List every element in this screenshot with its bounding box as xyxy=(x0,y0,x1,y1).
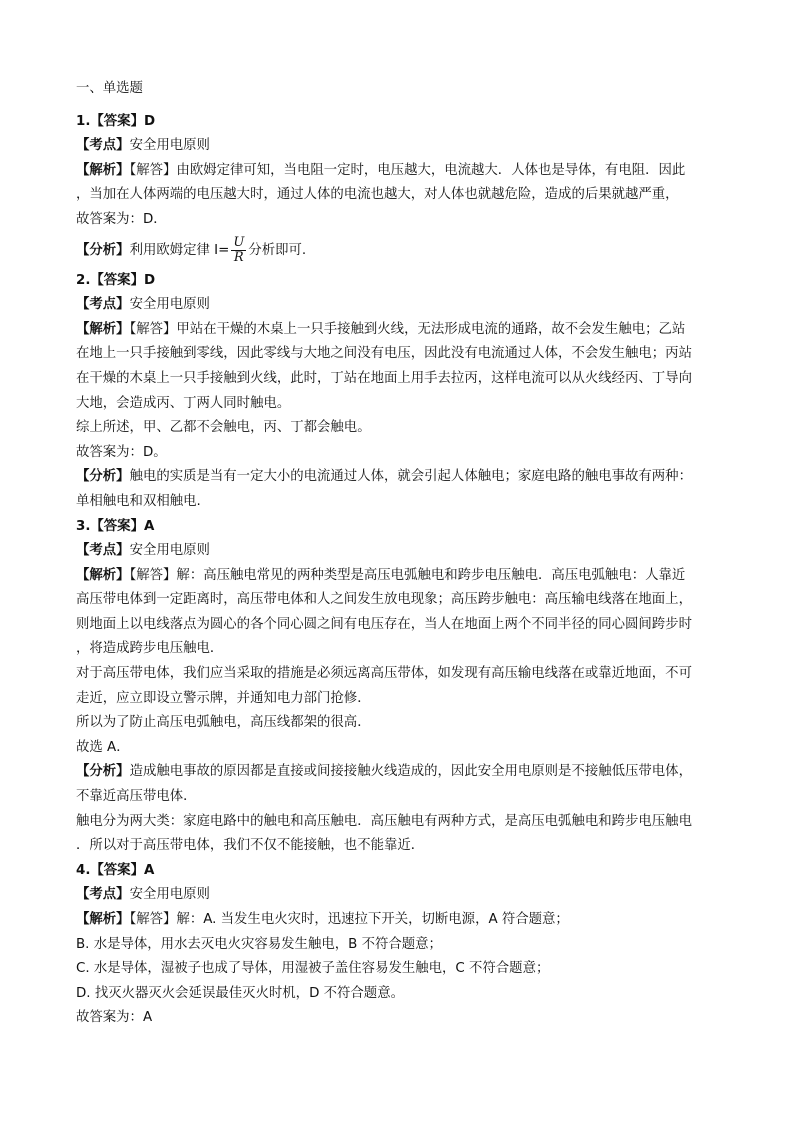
q1-answer: 1.【答案】D xyxy=(76,113,156,129)
fraction-denominator: R xyxy=(233,250,244,266)
q1-kaodian-label: 【考点】 xyxy=(76,138,130,154)
section-title: 一、单选题 xyxy=(76,81,143,96)
question-2 xyxy=(76,269,721,515)
q1-kaodian xyxy=(76,134,721,159)
q2-fenxi-label: 【分析】 xyxy=(76,469,130,485)
q2-fenxi-text-1: 触电的实质是当有一定大小的电流通过人体，就会引起人体触电；家庭电路的触电事故有两种： xyxy=(129,469,692,485)
q3-kaodian xyxy=(76,539,721,564)
q2-jiexi-label: 【解析】 xyxy=(76,321,130,337)
q4-kaodian xyxy=(76,883,721,908)
q3-jiexi-line-1 xyxy=(76,564,721,589)
question-1 xyxy=(76,110,721,269)
q3-fenxi-line-4: ．所以对于高压带电体，我们不仅不能接触，也不能靠近． xyxy=(76,838,425,854)
document-content xyxy=(76,77,721,1031)
q3-jiexi-line-8: 故选 A． xyxy=(76,739,130,755)
q3-jiexi-line-4: ，将造成跨步电压触电． xyxy=(76,641,224,657)
q3-jiexi-line-2: 高压带电体到一定距离时，高压带电体和人之间发生放电现象；高压跨步触电：高压输电线落在地面上， xyxy=(76,592,692,608)
q2-answer: 2.【答案】D xyxy=(76,272,156,288)
ohm-law-fraction xyxy=(231,236,246,265)
q3-kaodian-text: 安全用电原则 xyxy=(129,543,210,559)
q4-jiexi-line-4: D. 找灭火器灭火会延误最佳灭火时机，D 不符合题意。 xyxy=(76,985,404,1001)
q3-fenxi-text-1: 造成触电事故的原因都是直接或间接接触火线造成的，因此安全用电原则是不接触低压带电体， xyxy=(129,764,692,780)
fraction-numerator: U xyxy=(233,235,245,251)
q2-jiexi-line-2: 在地上一只手接触到零线，因此零线与大地之间没有电压，因此没有电流通过人体，不会发生触电；丙站 xyxy=(76,346,692,362)
q4-jiexi-line-2: B. 水是导体，用水去灭电火灾容易发生触电，B 不符合题意； xyxy=(76,936,442,952)
q3-answer: 3.【答案】A xyxy=(76,518,155,534)
q3-jiexi-line-6: 走近，应立即设立警示牌，并通知电力部门抢修． xyxy=(76,690,371,706)
q3-kaodian-label: 【考点】 xyxy=(76,543,130,559)
q3-jiexi-line-7: 所以为了防止高压电弧触电，高压线都架的很高． xyxy=(76,715,371,731)
q1-kaodian-text: 安全用电原则 xyxy=(129,138,210,154)
q4-answer: 4.【答案】A xyxy=(76,862,155,878)
q4-jiexi-line-1 xyxy=(76,908,721,933)
q2-jiexi-line-3: 在干燥的木桌上一只手接触到火线，此时，丁站在地面上用手去拉丙，这样电流可以从火线经丙、丁导向 xyxy=(76,370,692,386)
q4-jiexi-line-3: C. 水是导体，湿被子也成了导体，用湿被子盖住容易发生触电，C 不符合题意； xyxy=(76,961,550,977)
q2-jiexi-text-1: 【解答】甲站在干燥的木桌上一只手接触到火线，无法形成电流的通路，故不会发生触电；乙站 xyxy=(129,321,686,337)
q3-fenxi-label: 【分析】 xyxy=(76,764,130,780)
q1-fenxi-post: 分析即可. xyxy=(248,242,307,258)
q4-kaodian-text: 安全用电原则 xyxy=(129,887,210,903)
q3-jiexi-line-5: 对于高压带电体，我们应当采取的措施是必须远离高压带体，如发现有高压输电线落在或靠近地面，不可 xyxy=(76,666,692,682)
question-3 xyxy=(76,515,721,859)
q1-jiexi-line-1 xyxy=(76,159,721,184)
q4-kaodian-label: 【考点】 xyxy=(76,887,130,903)
question-4 xyxy=(76,859,721,1031)
q2-kaodian-label: 【考点】 xyxy=(76,297,130,313)
q1-fenxi-label: 【分析】 xyxy=(76,242,130,258)
q1-jiexi-label: 【解析】 xyxy=(76,162,130,178)
q3-jiexi-label: 【解析】 xyxy=(76,567,130,583)
q2-kaodian-text: 安全用电原则 xyxy=(129,297,210,313)
q1-jiexi-line-3: 故答案为：D． xyxy=(76,211,167,227)
q2-fenxi-line-1 xyxy=(76,465,721,490)
q3-jiexi-line-3: 则地面上以电线落点为圆心的各个同心圆之间有电压存在，当人在地面上两个不同半径的同心圆间跨步时 xyxy=(76,616,692,632)
q2-jiexi-line-6: 故答案为：D。 xyxy=(76,444,167,460)
q4-jiexi-line-5: 故答案为：A xyxy=(76,1010,153,1026)
q3-fenxi-line-1 xyxy=(76,760,721,785)
q1-jiexi-line-2: ，当加在人体两端的电压越大时，通过人体的电流也越大，对人体也就越危险，造成的后果就越严重， xyxy=(76,187,679,203)
q4-jiexi-text-1: 【解答】解：A. 当发生电火灾时，迅速拉下开关，切断电源，A 符合题意； xyxy=(129,912,569,927)
q2-kaodian xyxy=(76,293,721,318)
q3-fenxi-line-3: 触电分为两大类：家庭电路中的触电和高压触电．高压触电有两种方式，是高压电弧触电和跨步电压触电 xyxy=(76,813,692,829)
q2-jiexi-line-4: 大地，会造成丙、丁两人同时触电。 xyxy=(76,395,291,411)
q1-fenxi xyxy=(76,233,721,269)
q3-fenxi-line-2: 不靠近高压带电体． xyxy=(76,789,197,805)
q2-jiexi-line-1 xyxy=(76,318,721,343)
q2-fenxi-line-2: 单相触电和双相触电. xyxy=(76,493,201,509)
q1-jiexi-text-1: 【解答】由欧姆定律可知，当电阻一定时，电压越大，电流越大．人体也是导体，有电阻．因此 xyxy=(129,162,686,178)
q2-jiexi-line-5: 综上所述，甲、乙都不会触电，丙、丁都会触电。 xyxy=(76,420,371,436)
q1-fenxi-pre: 利用欧姆定律 I= xyxy=(129,242,230,258)
q3-jiexi-text-1: 【解答】解：高压触电常见的两种类型是高压电弧触电和跨步电压触电．高压电弧触电：人靠近 xyxy=(129,567,686,583)
q4-jiexi-label: 【解析】 xyxy=(76,912,130,927)
